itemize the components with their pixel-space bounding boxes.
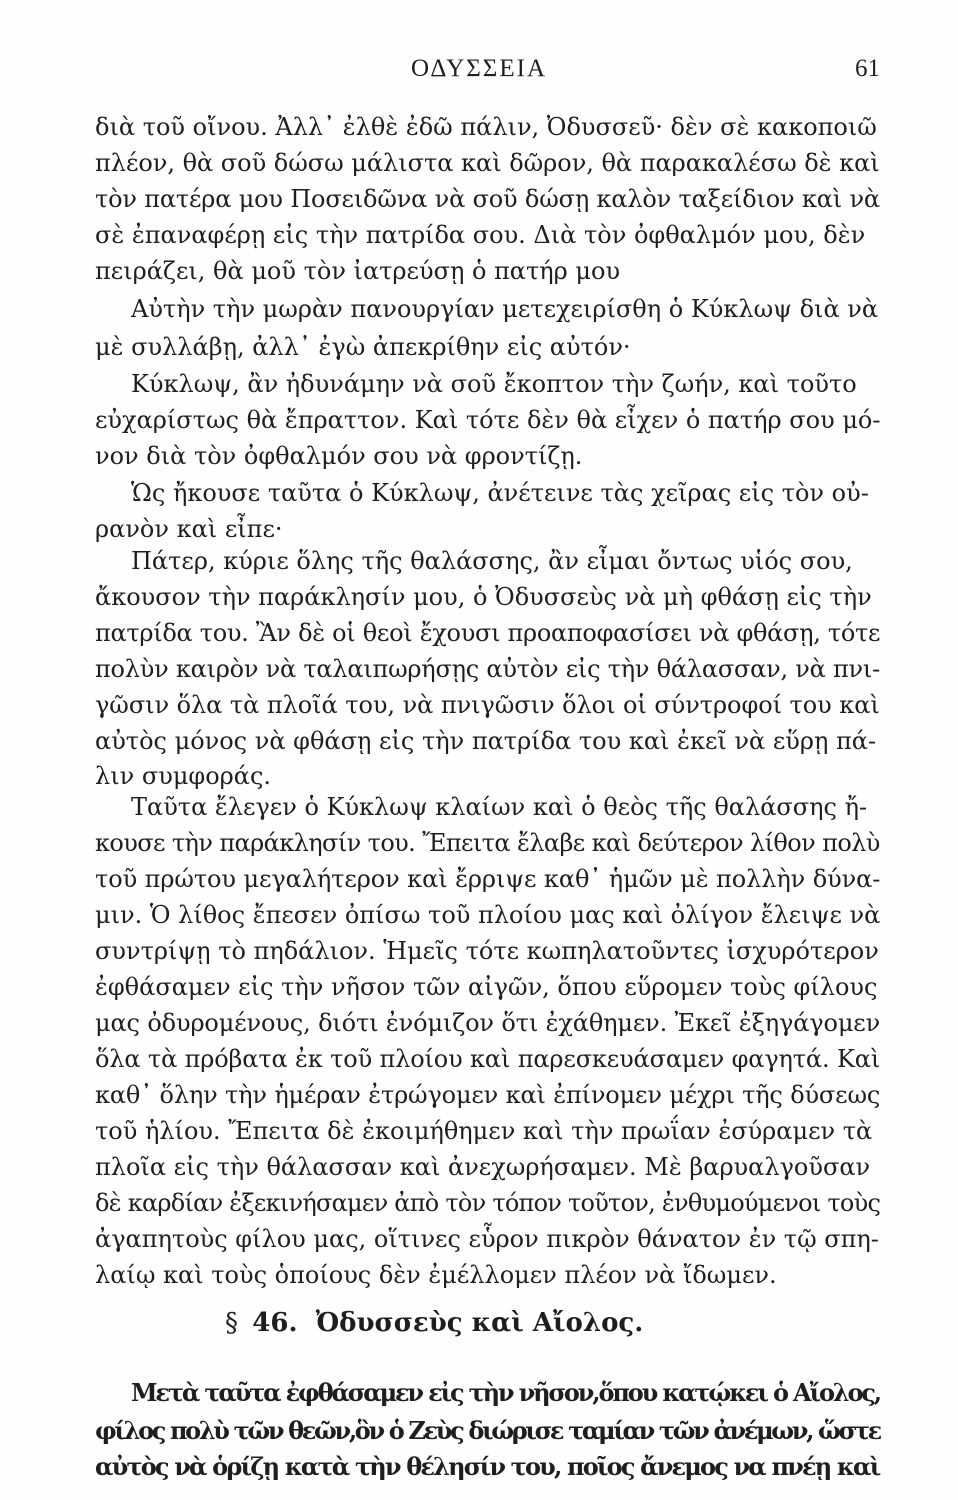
- text-line: αὐτὸς νὰ ὁρίζῃ κατὰ τὴν θέλησίν του, ποῖος ἄνεμος να πνέῃ καὶ: [95, 1452, 880, 1481]
- text-line: τοῦ πρώτου μεγαλήτερον καὶ ἔρριψε καθ᾽ ἡμῶν μὲ πολλὴν δύνα-: [95, 865, 881, 893]
- text-line: Πάτερ, κύριε ὅλης τῆς θαλάσσης, ἂν εἶμαι ὄντως υἱός σου,: [131, 547, 853, 575]
- text-line: πειράζει, θὰ μοῦ τὸν ἰατρεύσῃ ὁ πατήρ μου: [95, 257, 621, 285]
- text-line: Ταῦτα ἔλεγεν ὁ Κύκλωψ κλαίων καὶ ὁ θεὸς τῆς θαλάσσης ἤ-: [131, 793, 868, 821]
- section-sign: §: [225, 1308, 238, 1338]
- text-line: σὲ ἐπαναφέρῃ εἰς τὴν πατρίδα σου. Διὰ τὸν ὀφθαλμόν μου, δὲν: [95, 221, 866, 249]
- text-line: καθ᾽ ὅλην τὴν ἡμέραν ἐτρώγομεν καὶ ἐπίνομεν μέχρι τῆς δύσεως: [95, 1081, 881, 1109]
- text-line: λαίῳ καὶ τοὺς ὁποίους δὲν ἐμέλλομεν πλέον νὰ ἴδωμεν.: [95, 1261, 777, 1289]
- text-line: κουσε τὴν παράκλησίν του. Ἔπειτα ἔλαβε καὶ δεύτερον λίθον πολὺ: [95, 829, 880, 857]
- text-line: διὰ τοῦ οἴνου. Ἀλλ᾽ ἐλθὲ ἐδῶ πάλιν, Ὀδυσσεῦ· δὲν σὲ κακοποιῶ: [95, 113, 877, 141]
- text-line: Κύκλωψ, ἂν ἠδυνάμην νὰ σοῦ ἔκοπτον τὴν ζωήν, καὶ τοῦτο: [131, 370, 857, 398]
- section-heading: [225, 1308, 643, 1338]
- text-line: μιν. Ὁ λίθος ἔπεσεν ὀπίσω τοῦ πλοίου μας καὶ ὀλίγον ἔλειψε νὰ: [95, 901, 881, 929]
- text-line: Αὐτὴν τὴν μωρὰν πανουργίαν μετεχειρίσθη ὁ Κύκλωψ διὰ νὰ: [131, 295, 879, 323]
- text-line: νον διὰ τὸν ὀφθαλμόν σου νὰ φροντίζῃ.: [95, 442, 583, 470]
- text-line: Μετὰ ταῦτα ἐφθάσαμεν εἰς τὴν νῆσον,ὅπου κατῴκει ὁ Αἴολος,: [131, 1378, 880, 1407]
- text-line: πατρίδα του. Ἂν δὲ οἱ θεοὶ ἔχουσι προαποφασίσει νὰ φθάσῃ, τότε: [95, 619, 881, 647]
- text-line: λιν συμφοράς.: [95, 762, 272, 790]
- text-line: ρανὸν καὶ εἶπε·: [95, 515, 283, 543]
- text-line: πλέον, θὰ σοῦ δώσω μάλιστα καὶ δῶρον, θὰ παρακαλέσω δὲ καὶ: [95, 149, 880, 177]
- text-line: ἐφθάσαμεν εἰς τὴν νῆσον τῶν αἰγῶν, ὅπου εὕρομεν τοὺς φίλους: [95, 973, 878, 1001]
- text-line: τὸν πατέρα μου Ποσειδῶνα νὰ σοῦ δώσῃ καλὸν ταξείδιον καὶ νὰ: [95, 185, 880, 213]
- text-line: γῶσιν ὅλα τὰ πλοῖά του, νὰ πνιγῶσιν ὅλοι οἱ σύντροφοί του καὶ: [95, 691, 880, 719]
- text-line: ἀγαπητοὺς φίλου μας, οἵτινες εὗρον πικρὸν θάνατον ἐν τῷ σπη-: [95, 1225, 879, 1253]
- text-line: τοῦ ἡλίου. Ἔπειτα δὲ ἐκοιμήθημεν καὶ τὴν πρωΐαν ἐσύραμεν τὰ: [95, 1117, 873, 1145]
- text-line: εὐχαρίστως θὰ ἔπραττον. Καὶ τότε δὲν θὰ εἶχεν ὁ πατήρ σου μό-: [95, 406, 881, 434]
- running-head-title: ΟΔΥΣΣΕΙΑ: [411, 55, 547, 82]
- text-line: δὲ καρδίαν ἐξεκινήσαμεν ἀπὸ τὸν τόπον τοῦτον, ἐνθυμούμενοι τοὺς: [95, 1189, 881, 1217]
- text-line: συντρίψῃ τὸ πηδάλιον. Ἡμεῖς τότε κωπηλατοῦντες ἰσχυρότερον: [95, 937, 879, 965]
- text-line: ἄκουσον τὴν παράκλησίν μου, ὁ Ὀδυσσεὺς νὰ μὴ φθάσῃ εἰς τὴν: [95, 583, 872, 611]
- text-line: φίλος πολὺ τῶν θεῶν,ὃν ὁ Ζεὺς διώρισε ταμίαν τῶν ἀνέμων, ὥστε: [95, 1416, 880, 1445]
- text-line: ὅλα τὰ πρόβατα ἐκ τοῦ πλοίου καὶ παρεσκευάσαμεν φαγητά. Καὶ: [95, 1045, 881, 1073]
- text-line: αὐτὸς μόνος νὰ φθάσῃ εἰς τὴν πατρίδα του καὶ ἐκεῖ νὰ εὕρῃ πά-: [95, 727, 877, 755]
- page-number: 61: [855, 55, 880, 82]
- text-line: πλοῖα εἰς τὴν θάλασσαν καὶ ἀνεχωρήσαμεν. Μὲ βαρυαλγοῦσαν: [95, 1153, 871, 1181]
- text-line: μὲ συλλάβῃ, ἀλλ᾽ ἐγὼ ἀπεκρίθην εἰς αὐτόν·: [95, 333, 631, 361]
- text-line: Ὡς ἤκουσε ταῦτα ὁ Κύκλωψ, ἀνέτεινε τὰς χεῖρας εἰς τὸν οὐ-: [131, 479, 869, 507]
- section-number: 46.: [252, 1308, 298, 1338]
- text-line: μας ὀδυρομένους, διότι ἐνόμιζον ὅτι ἐχάθημεν. Ἐκεῖ ἐξηγάγομεν: [95, 1009, 881, 1037]
- text-line: πολὺν καιρὸν νὰ ταλαιπωρήσῃς αὐτὸν εἰς τὴν θάλασσαν, νὰ πνι-: [95, 655, 880, 683]
- section-title: Ὀδυσσεὺς καὶ Αἴολος.: [315, 1308, 644, 1338]
